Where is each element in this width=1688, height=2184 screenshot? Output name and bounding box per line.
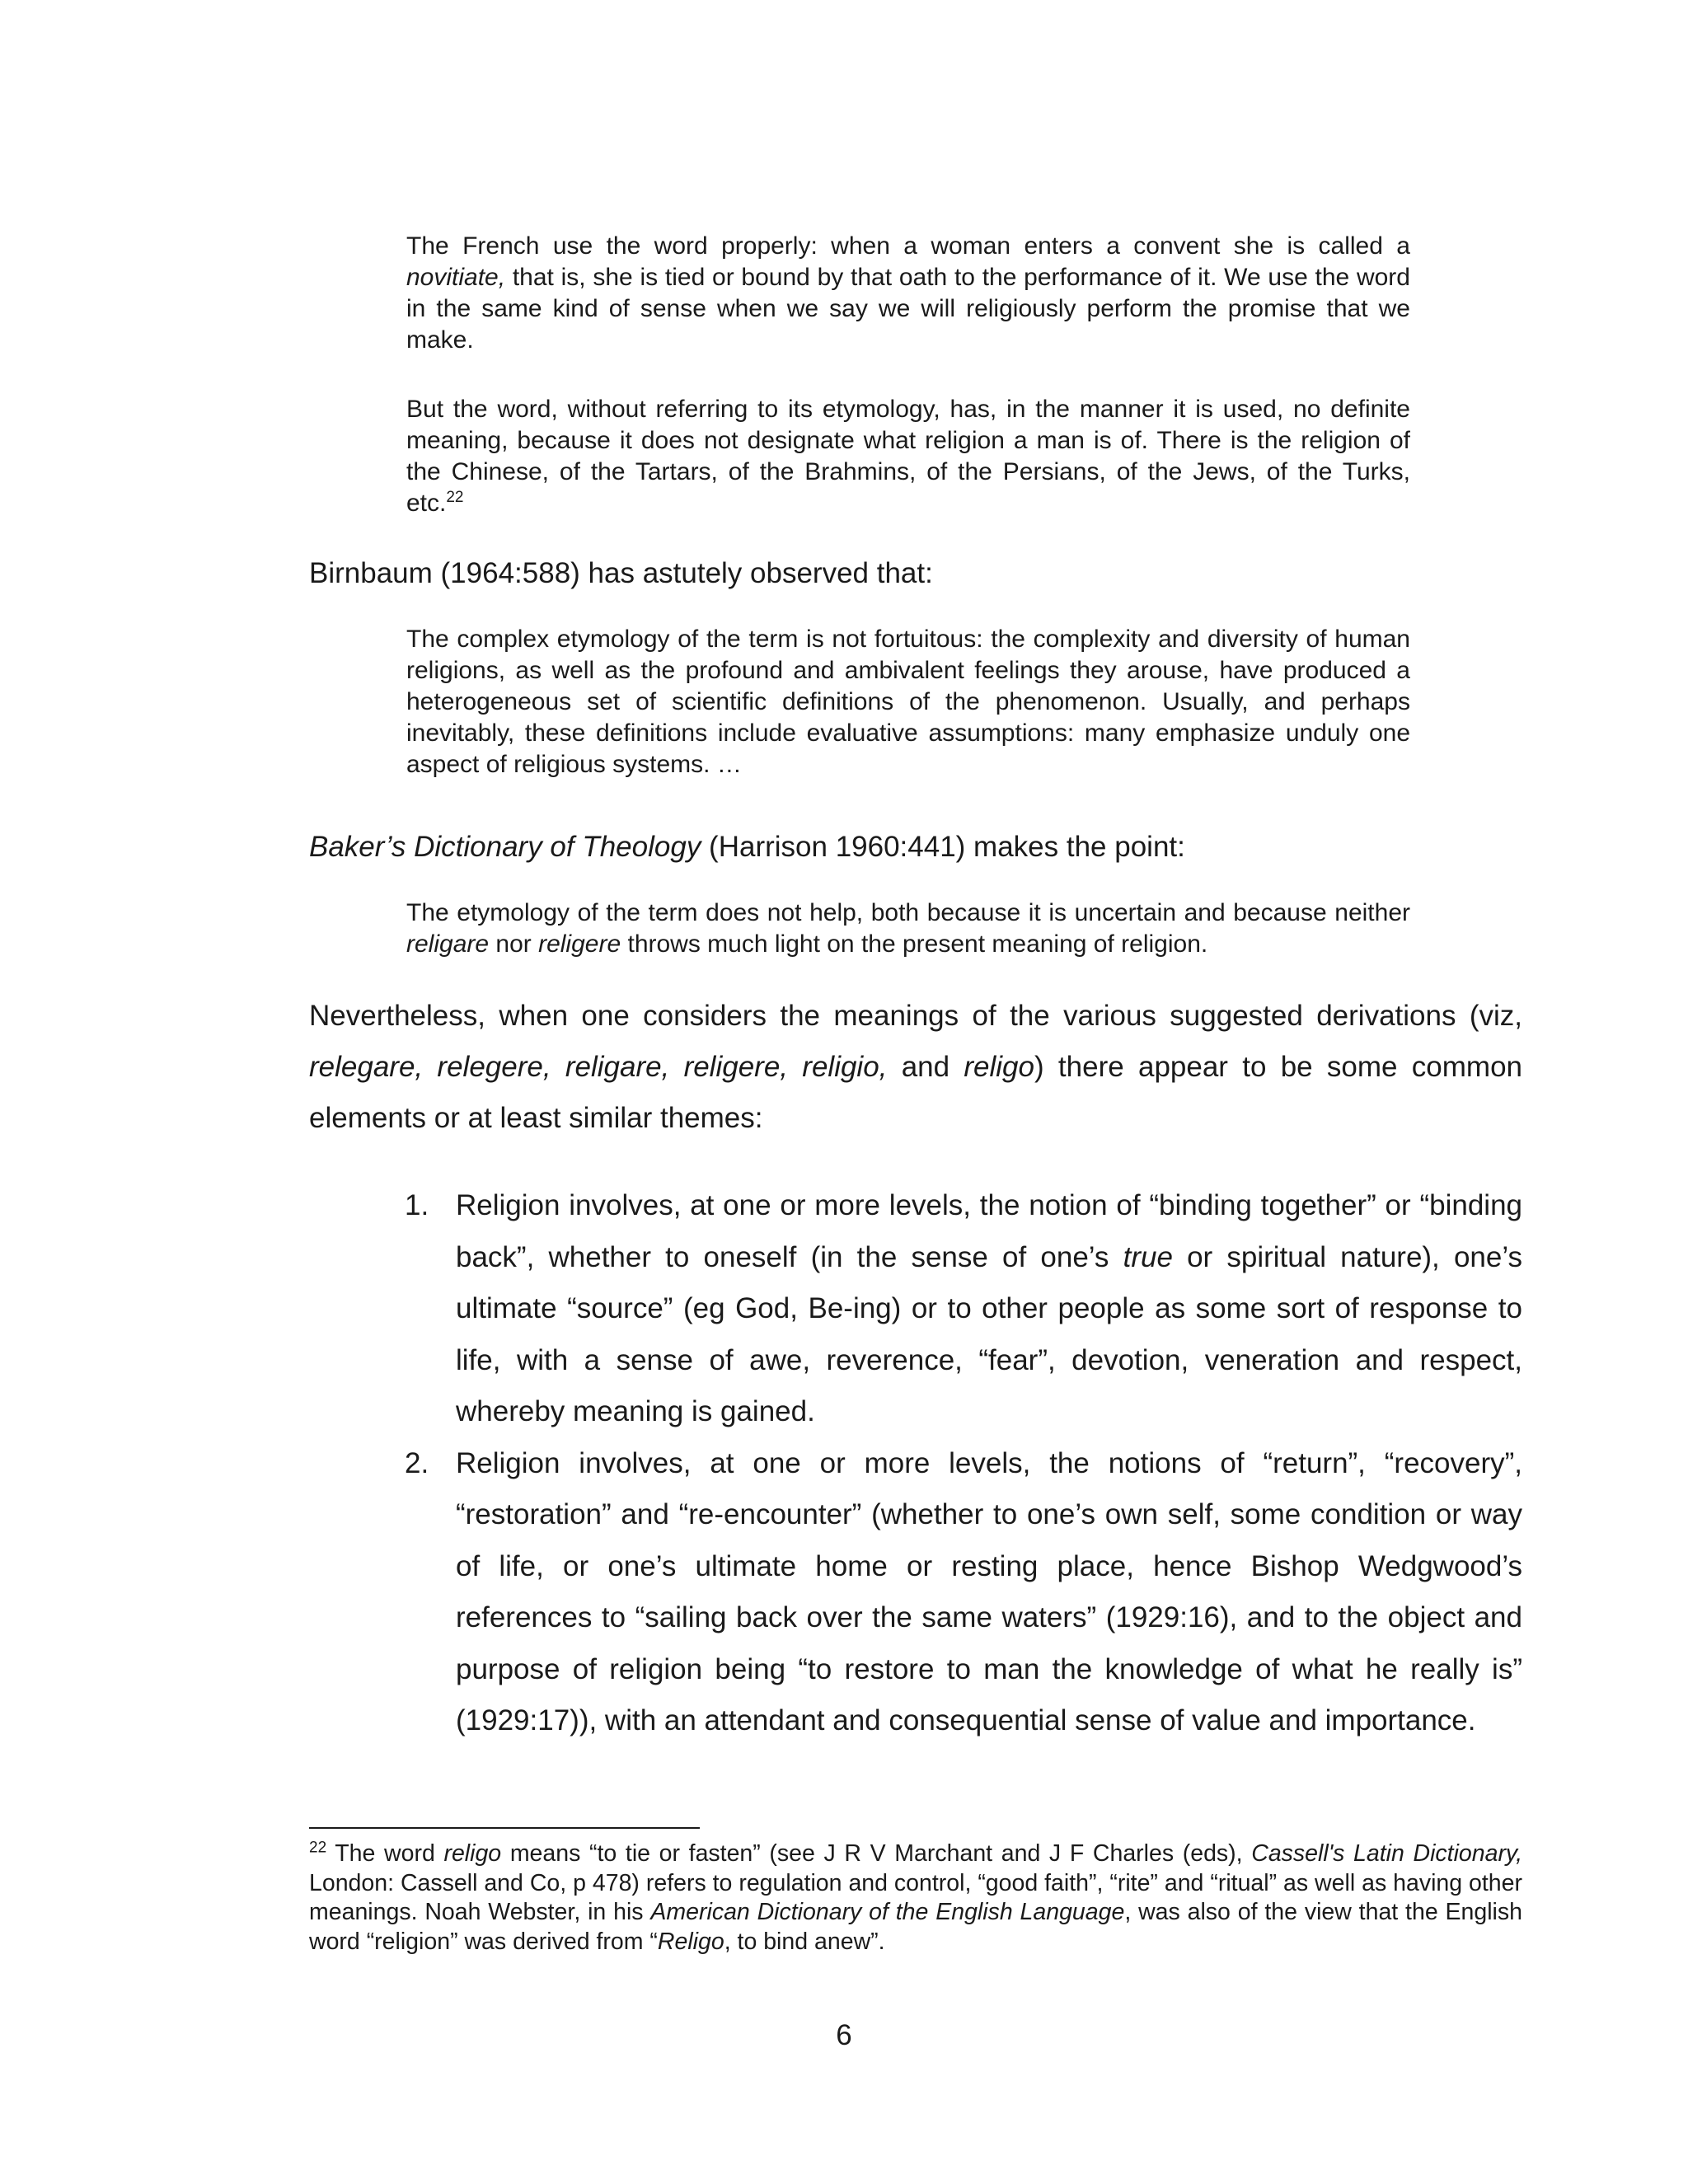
list-number: 1. <box>405 1189 429 1221</box>
quote-line: The French use the word properly: when a woman enters a convent she is called a <box>406 232 1410 260</box>
main-paragraph <box>309 991 1522 1144</box>
block-quote-french <box>406 231 1410 356</box>
footnote-ref: 22 <box>446 489 464 506</box>
quote-term: novitiate, <box>406 264 506 291</box>
list-item <box>309 1180 1522 1438</box>
footnote-separator <box>309 1827 700 1829</box>
latin-terms: relegare, relegere, religare, religere, religio, <box>309 1051 888 1083</box>
paragraph-text: ) there appear to be some common elements or at least similar themes: <box>309 1051 1522 1134</box>
quote-term: religare <box>406 930 490 958</box>
footnote-text: London: Cassell and Co, p 478) refers to regulation and control, “good faith”, “rite” and “ritual” as well as having other meanings. Noah Webster, in his <box>309 1869 1522 1925</box>
footnote-text: The word <box>326 1840 444 1867</box>
quote-text: throws much light on the present meaning of religion. <box>621 930 1208 958</box>
footnote-emphasis: Cassell's Latin Dictionary, <box>1251 1840 1522 1867</box>
footnote-emphasis: Religo <box>657 1928 724 1955</box>
latin-term: religo <box>964 1051 1034 1083</box>
footnote-text: , was also of the view that the English word “religion” was derived from “ <box>309 1899 1522 1955</box>
intro-birnbaum: Birnbaum (1964:588) has astutely observed that: <box>309 557 933 589</box>
intro-text: (Harrison 1960:441) makes the point: <box>701 831 1185 863</box>
block-quote-birnbaum: The complex etymology of the term is not fortuitous: the complexity and diversity of human religions, as well as the profound and ambivalent feelings they arouse, have produced a heterogeneous set of scientific definitions of the phenomenon. Usually, and perhaps inevitably, these definitions include evaluative assumptions: many emphasize unduly one aspect of religious systems. … <box>406 626 1410 778</box>
quote-text: The etymology of the term does not help, both because it is uncertain and because neither <box>406 899 1410 926</box>
paragraph-text: and <box>887 1051 964 1083</box>
block-quote-etymology <box>406 394 1410 519</box>
quote-text: nor <box>489 930 539 958</box>
footnote-emphasis: American Dictionary of the English Language <box>650 1899 1125 1925</box>
footnote-emphasis: religo <box>443 1840 502 1867</box>
book-title: Baker’s Dictionary of Theology <box>309 831 701 863</box>
list-text: or spiritual nature), one’s ultimate “source” (eg God, Be-ing) or to other people as some sort of response to life, with a sense of awe, reverence, “fear”, devotion, veneration and respect, whereby meaning is gained. <box>456 1240 1522 1427</box>
intro-baker <box>309 829 1185 865</box>
themes-list <box>309 1180 1522 1747</box>
quote-text: that is, she is tied or bound by that oath to the performance of it. We use the word in the same kind of sense when we say we will religiously perform the promise that we make. <box>406 264 1410 354</box>
block-quote-baker <box>406 898 1410 960</box>
footnote-text: means “to tie or fasten” (see J R V Marchant and J F Charles (eds), <box>501 1840 1252 1867</box>
list-text: Religion involves, at one or more levels, the notion of “binding together” or “binding back”, whether to oneself (in the sense of one’s <box>456 1189 1522 1273</box>
quote-text: But the word, without referring to its etymology, has, in the manner it is used, no definite meaning, because it does not designate what religion a man is of. There is the religion of the Chinese, of the Tartars, of the Brahmins, of the Persians, of the Jews, of the Turks, etc. <box>406 396 1410 517</box>
footnote <box>309 1840 1522 1957</box>
footnote-number: 22 <box>309 1839 327 1857</box>
paragraph-text: Nevertheless, when one considers the meanings of the various suggested derivations (viz, <box>309 1000 1522 1032</box>
list-text: Religion involves, at one or more levels, the notions of “return”, “recovery”, “restoration” and “re-encounter” (whether to one’s own self, some condition or way of life, or one’s ultimate home or resting place, hence Bishop Wedgwood’s references to “sailing back over the same waters” (1929:16), and to the object and purpose of religion being “to restore to man the knowledge of what he really is” (1929:17)), with an attendant and consequential sense of value and importance. <box>456 1446 1522 1736</box>
page-number: 6 <box>836 2019 852 2051</box>
quote-term: religere <box>538 930 621 958</box>
list-emphasis: true <box>1123 1240 1173 1273</box>
footnote-text: , to bind anew”. <box>724 1928 885 1955</box>
list-number: 2. <box>405 1446 429 1479</box>
list-item <box>309 1438 1522 1747</box>
